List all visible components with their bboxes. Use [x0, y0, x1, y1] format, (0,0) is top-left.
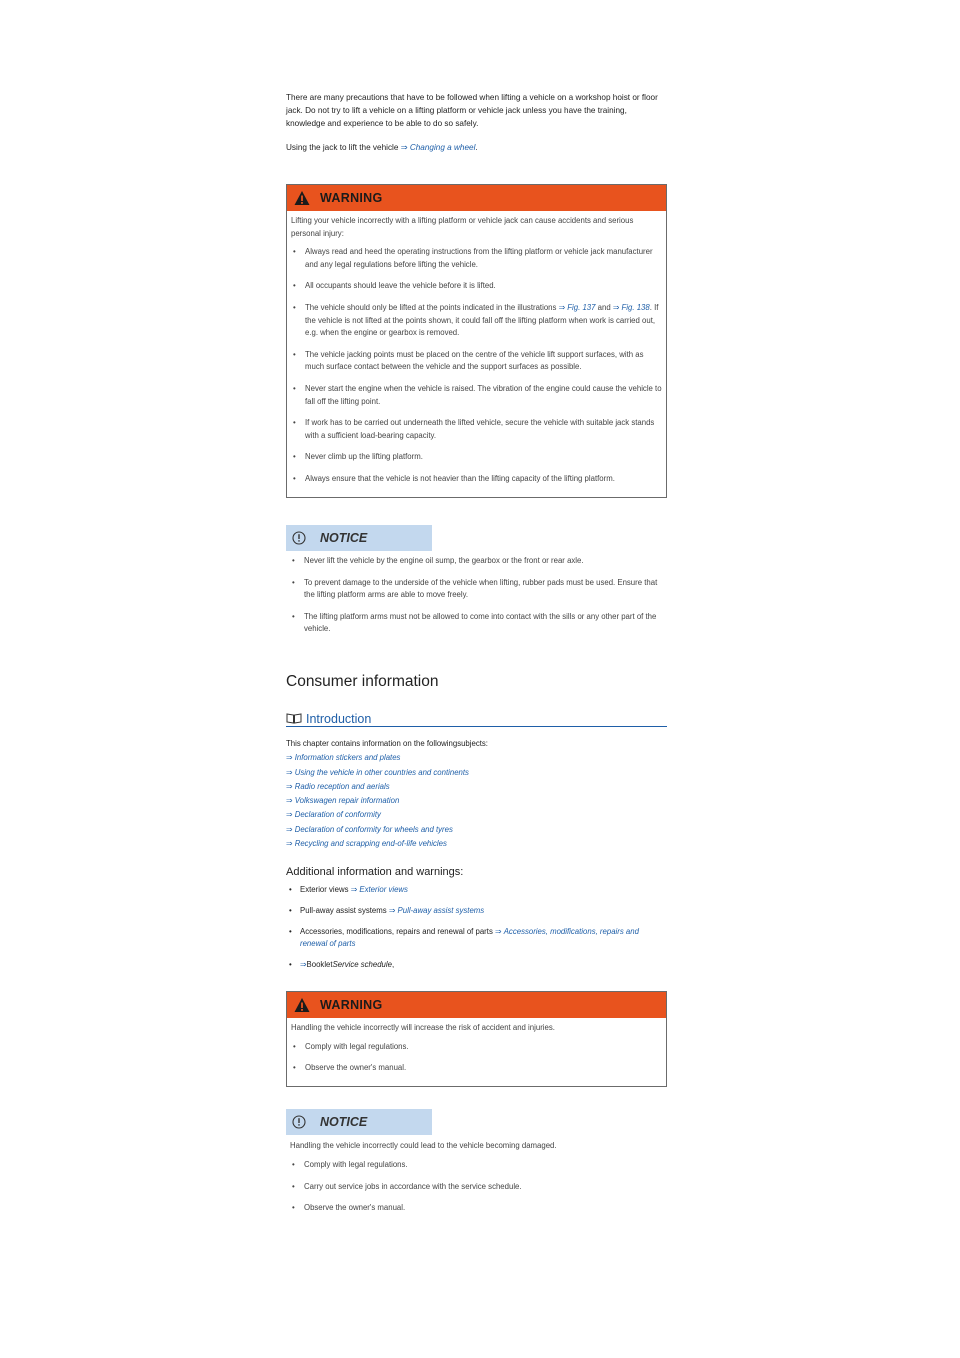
- arrow-icon: ⇒: [286, 796, 293, 806]
- warning-list: [291, 246, 662, 485]
- list-item: • Exterior views ⇒ Exterior views: [286, 884, 667, 897]
- list-item[interactable]: ⇒ Recycling and scrapping end-of-life vehicles: [286, 839, 447, 849]
- link-exterior-views[interactable]: Exterior views: [359, 885, 408, 894]
- warning-intro: Lifting your vehicle incorrectly with a lifting platform or vehicle jack can cause accidents and serious personal injury:: [291, 216, 634, 238]
- list-item: • Always read and heed the operating instructions from the lifting platform or vehicle jack manufacturer and any legal regulations before lifting the vehicle.: [291, 246, 662, 271]
- list-item: • Carry out service jobs in accordance with the service schedule.: [290, 1181, 668, 1194]
- warning-header: [287, 992, 666, 1018]
- list-item: • Comply with legal regulations.: [291, 1041, 662, 1054]
- additional-heading: Additional information and warnings:: [286, 866, 464, 878]
- arrow-icon: ⇒: [286, 767, 293, 777]
- warning-header: [287, 185, 666, 211]
- notice-header: [286, 525, 432, 551]
- list-item: • The vehicle jacking points must be placed on the centre of the vehicle lift support surfaces, with as much surface contact between the vehicle and the support surfaces as possible.: [291, 349, 662, 374]
- warning-intro: Handling the vehicle incorrectly will increase the risk of accident and injuries.: [291, 1023, 555, 1032]
- link-accessories[interactable]: Accessories, modifications, repairs and renewal of parts: [300, 926, 639, 949]
- list-item[interactable]: ⇒ Declaration of conformity for wheels and tyres: [286, 824, 453, 834]
- list-item: • Observe the owner's manual.: [290, 1202, 668, 1215]
- warning-box: [286, 991, 667, 1087]
- list-item[interactable]: ⇒ Volkswagen repair information: [286, 796, 400, 806]
- chapter-text: This chapter contains information on the followingsubjects:: [286, 739, 488, 748]
- list-item: • If work has to be carried out underneath the lifted vehicle, secure the vehicle with suitable jack stands with a sufficient load-bearing capacity.: [291, 417, 662, 442]
- arrow-icon: ⇒: [286, 839, 293, 849]
- section-title: Consumer information: [286, 673, 439, 690]
- list-item: • Never climb up the lifting platform.: [291, 451, 662, 464]
- list-item: • To prevent damage to the underside of the vehicle when lifting, rubber pads must be used. Ensure that the lifting platform arms are able to move freely.: [290, 577, 668, 602]
- exclamation-circle-icon: [292, 531, 306, 545]
- notice-title: NOTICE: [320, 531, 368, 545]
- warning-triangle-icon: [294, 997, 310, 1013]
- list-item: • Always ensure that the vehicle is not heavier than the lifting capacity of the lifting platform.: [291, 473, 662, 486]
- arrow-icon: ⇒: [558, 302, 566, 312]
- list-item: • Comply with legal regulations.: [290, 1159, 668, 1172]
- list-item: • ⇒BookletService schedule,: [286, 959, 667, 972]
- warning-triangle-icon: [294, 190, 310, 206]
- exclamation-circle-icon: [292, 1115, 306, 1129]
- link-fig-137[interactable]: Fig. 137: [567, 302, 596, 312]
- notice-header: [286, 1109, 432, 1135]
- warning-title: WARNING: [320, 191, 383, 205]
- link-fig-138[interactable]: Fig. 138: [621, 302, 650, 312]
- link-pull-away-assist[interactable]: Pull-away assist systems: [397, 905, 485, 915]
- list-item: • Never lift the vehicle by the engine oil sump, the gearbox or the front or rear axle.: [290, 555, 668, 568]
- intro-heading-bar[interactable]: [286, 710, 667, 727]
- list-item: • All occupants should leave the vehicle before it is lifted.: [291, 280, 662, 293]
- list-item: • Observe the owner's manual.: [291, 1062, 662, 1075]
- notice-intro: Handling the vehicle incorrectly could lead to the vehicle becoming damaged.: [290, 1141, 557, 1150]
- warning-title: WARNING: [320, 998, 383, 1012]
- list-item: • The lifting platform arms must not be allowed to come into contact with the sills or any other part of the vehicle.: [290, 611, 668, 636]
- additional-list: [286, 884, 667, 980]
- list-item[interactable]: ⇒ Radio reception and aerials: [286, 781, 390, 791]
- list-item: • Accessories, modifications, repairs and renewal of parts ⇒ Accessories, modifications, repairs and renewal of parts: [286, 926, 667, 952]
- arrow-icon: ⇒: [286, 781, 293, 791]
- notice-title: NOTICE: [320, 1115, 368, 1129]
- warning-box: [286, 184, 667, 498]
- warning-list: [291, 1041, 662, 1075]
- link-service-schedule[interactable]: Service schedule: [332, 960, 392, 970]
- jack-line: Using the jack to lift the vehicle ⇒ Changing a wheel.: [286, 143, 478, 152]
- arrow-icon: ⇒: [495, 926, 502, 936]
- notice-list: [290, 1159, 668, 1224]
- arrow-icon: ⇒: [286, 753, 293, 763]
- arrow-icon: ⇒: [286, 824, 293, 834]
- arrow-icon: ⇒: [300, 960, 307, 970]
- arrow-icon: ⇒: [350, 885, 358, 894]
- arrow-icon: ⇒: [612, 302, 620, 312]
- link-changing-wheel[interactable]: Changing a wheel: [409, 143, 476, 152]
- intro-section: [286, 91, 667, 154]
- intro-paragraph: There are many precautions that have to be followed when lifting a vehicle on a workshop hoist or floor jack. Do not try to lift a vehicle on a lifting platform or vehicle jack unless you have the training, knowledge and experience to be able to do so safely.: [286, 93, 658, 128]
- arrow-icon: ⇒: [400, 143, 408, 152]
- arrow-icon: ⇒: [388, 905, 396, 915]
- list-item: • Never start the engine when the vehicle is raised. The vibration of the engine could cause the vehicle to fall off the lifting point.: [291, 383, 662, 408]
- list-item[interactable]: ⇒ Information stickers and plates: [286, 753, 401, 763]
- notice-list: [290, 555, 668, 645]
- list-item[interactable]: ⇒ Using the vehicle in other countries and continents: [286, 767, 469, 777]
- list-item: • Pull-away assist systems ⇒ Pull-away assist systems: [286, 905, 667, 918]
- arrow-icon: ⇒: [286, 810, 293, 820]
- intro-heading: Introduction: [306, 712, 372, 726]
- subject-links: [286, 737, 667, 851]
- list-item: • The vehicle should only be lifted at the points indicated in the illustrations ⇒ Fig. 137 and ⇒ Fig. 138. If the vehicle is not lifted at the points shown, it could fall off the lifting platform when work is carried out, e.g. when the engine or gearbox is removed.: [291, 302, 662, 340]
- book-icon: [286, 712, 302, 724]
- list-item[interactable]: ⇒ Declaration of conformity: [286, 810, 381, 820]
